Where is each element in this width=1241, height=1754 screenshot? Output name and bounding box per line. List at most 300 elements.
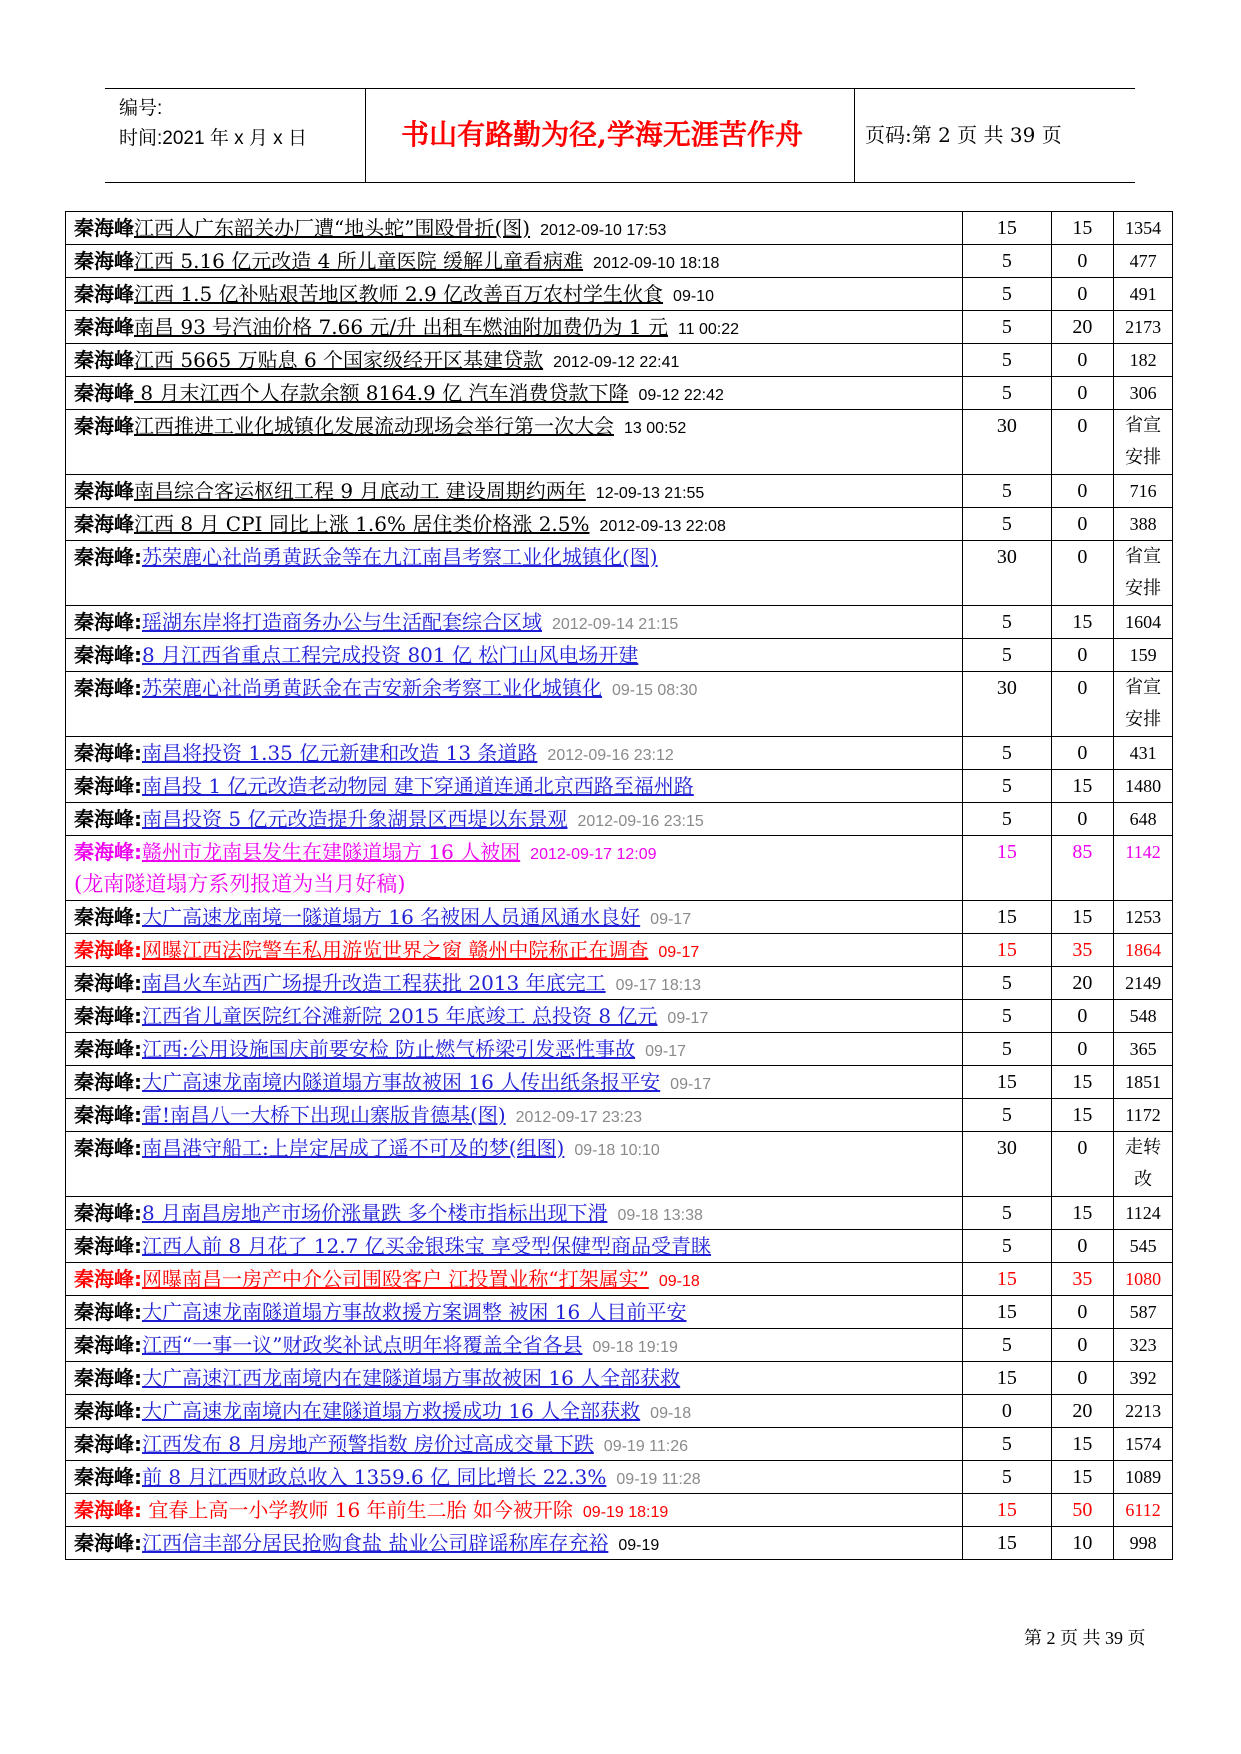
headline-cell	[66, 737, 963, 770]
headline-link[interactable]: 网曝南昌一房产中介公司围殴客户 江投置业称“打架属实”	[142, 1267, 649, 1291]
views-value: 省宣	[1125, 546, 1162, 567]
headline-cell	[66, 508, 963, 541]
views-cell	[1114, 278, 1173, 311]
timestamp: 09-12 22:42	[638, 387, 724, 404]
timestamp: 11 00:22	[677, 321, 740, 338]
author-separator: :	[134, 1300, 142, 1324]
headline-cell	[66, 1329, 963, 1362]
bonus-value: 0	[1077, 546, 1088, 568]
headline-link[interactable]: 江西推进工业化城镇化发展流动现场会举行第一次大会	[134, 414, 614, 438]
header-meta	[119, 94, 307, 154]
headline-link[interactable]: 8 月末江西个人存款余额 8164.9 亿 汽车消费贷款下降	[134, 381, 629, 405]
views-value: 2213	[1125, 1401, 1162, 1421]
bonus-cell	[1051, 967, 1114, 1000]
author-name: 秦海峰	[74, 512, 134, 536]
timestamp: 09-18 10:10	[574, 1142, 660, 1159]
score-cell	[963, 475, 1051, 508]
number-label: 编号:	[119, 98, 163, 119]
score-value: 5	[1001, 644, 1012, 666]
table-row	[66, 1395, 1173, 1428]
bonus-cell	[1051, 1000, 1114, 1033]
score-value: 30	[996, 415, 1017, 437]
bonus-cell	[1051, 377, 1114, 410]
views-cell	[1114, 1329, 1173, 1362]
bonus-value: 0	[1077, 644, 1088, 666]
author-name: 秦海峰	[74, 414, 134, 438]
views-value: 安排	[1125, 447, 1162, 468]
views-value: 1253	[1125, 907, 1162, 927]
headline-cell	[66, 639, 963, 672]
author-separator: :	[134, 1366, 142, 1390]
timestamp: 2012-09-16 23:15	[577, 813, 704, 830]
bonus-cell	[1051, 1033, 1114, 1066]
headline-link[interactable]: 8 月江西省重点工程完成投资 801 亿 松门山风电场开建	[142, 643, 639, 667]
bonus-cell	[1051, 1395, 1114, 1428]
score-cell	[963, 212, 1051, 245]
views-value: 1124	[1125, 1203, 1161, 1223]
headline-link[interactable]: 南昌投资 5 亿元改造提升象湖景区西堤以东景观	[142, 807, 568, 831]
timestamp: 09-15 08:30	[612, 682, 698, 699]
table-row	[66, 475, 1173, 508]
score-cell	[963, 737, 1051, 770]
views-cell	[1114, 1527, 1173, 1560]
views-value: 2173	[1125, 317, 1162, 337]
views-value: 1574	[1125, 1434, 1162, 1454]
headline-link[interactable]: 江西人广东韶关办厂遭“地头蛇”围殴骨折(图)	[134, 216, 531, 240]
headline-link[interactable]: 8 月南昌房地产市场价涨量跌 多个楼市指标出现下滑	[142, 1201, 608, 1225]
headline-cell	[66, 1197, 963, 1230]
headline-cell	[66, 212, 963, 245]
table-row	[66, 770, 1173, 803]
header-bottom-rule	[105, 182, 1135, 183]
views-value: 1851	[1125, 1072, 1162, 1092]
bonus-value: 0	[1077, 1137, 1088, 1159]
author-name: 秦海峰	[74, 1267, 134, 1291]
author-name: 秦海峰	[74, 545, 134, 569]
author-name: 秦海峰	[74, 807, 134, 831]
headline-link[interactable]: 大广高速龙南境一隧道塌方 16 名被困人员通风通水良好	[142, 905, 641, 929]
views-value: 走转	[1125, 1137, 1162, 1158]
score-value: 5	[1001, 480, 1012, 502]
headline-link[interactable]: 江西 8 月 CPI 同比上涨 1.6% 居住类价格涨 2.5%	[134, 512, 590, 536]
bonus-value: 0	[1077, 1301, 1088, 1323]
score-value: 5	[1001, 250, 1012, 272]
author-separator: :	[134, 545, 142, 569]
views-cell	[1114, 1362, 1173, 1395]
bonus-value: 15	[1072, 1104, 1093, 1126]
author-separator: :	[134, 741, 142, 765]
bonus-cell	[1051, 1132, 1114, 1197]
views-value: 省宣	[1125, 677, 1162, 698]
table-row	[66, 606, 1173, 639]
bonus-cell	[1051, 1296, 1114, 1329]
author-name: 秦海峰	[74, 774, 134, 798]
views-value: 1604	[1125, 612, 1162, 632]
headline-link[interactable]: 江西 5.16 亿元改造 4 所儿童医院 缓解儿童看病难	[134, 249, 584, 273]
bonus-cell	[1051, 836, 1114, 901]
score-value: 15	[996, 217, 1017, 239]
table-row	[66, 1099, 1173, 1132]
headline-cell	[66, 541, 963, 606]
timestamp: 2012-09-10 18:18	[593, 255, 720, 272]
views-value: 323	[1129, 1335, 1157, 1355]
headline-link[interactable]: 南昌投 1 亿元改造老动物园 建下穿通道连通北京西路至福州路	[142, 774, 694, 798]
headline-link[interactable]: 江西:公用设施国庆前要安检 防止燃气桥梁引发恶性事故	[142, 1037, 636, 1061]
bonus-value: 10	[1072, 1532, 1093, 1554]
bonus-value: 15	[1072, 1071, 1093, 1093]
headline-link[interactable]: 江西信丰部分居民抢购食盐 盐业公司辟谣称库存充裕	[142, 1531, 609, 1555]
views-cell	[1114, 1132, 1173, 1197]
views-cell	[1114, 1099, 1173, 1132]
headline-link[interactable]: 江西人前 8 月花了 12.7 亿买金银珠宝 享受型保健型商品受青睐	[142, 1234, 712, 1258]
bonus-value: 0	[1077, 808, 1088, 830]
timestamp: 09-17 18:13	[615, 977, 702, 994]
bonus-value: 0	[1077, 415, 1088, 437]
score-cell	[963, 901, 1051, 934]
score-value: 5	[1001, 742, 1012, 764]
views-cell	[1114, 639, 1173, 672]
timestamp: 09-17	[667, 1010, 709, 1027]
author-separator: :	[134, 1333, 142, 1357]
headline-link[interactable]: 瑶湖东岸将打造商务办公与生活配套综合区域	[142, 610, 542, 634]
score-value: 5	[1001, 1433, 1012, 1455]
score-value: 5	[1001, 382, 1012, 404]
headline-cell	[66, 1230, 963, 1263]
bonus-cell	[1051, 278, 1114, 311]
table-row	[66, 1263, 1173, 1296]
headline-link[interactable]: 南昌综合客运枢纽工程 9 月底动工 建设周期约两年	[134, 479, 586, 503]
bonus-value: 20	[1072, 316, 1093, 338]
author-name: 秦海峰	[74, 381, 134, 405]
timestamp: 2012-09-17 12:09	[530, 846, 657, 863]
table-row	[66, 1494, 1173, 1527]
page-footer: 第 2 页 共 39 页	[1024, 1628, 1146, 1648]
table-row	[66, 737, 1173, 770]
score-value: 15	[996, 1301, 1017, 1323]
score-value: 5	[1001, 349, 1012, 371]
score-value: 30	[996, 677, 1017, 699]
views-value: 182	[1129, 350, 1157, 370]
score-cell	[963, 1296, 1051, 1329]
bonus-cell	[1051, 410, 1114, 475]
author-name: 秦海峰	[74, 1333, 134, 1357]
author-name: 秦海峰	[74, 741, 134, 765]
table-row	[66, 1230, 1173, 1263]
bonus-cell	[1051, 1099, 1114, 1132]
score-cell	[963, 1066, 1051, 1099]
table-row	[66, 967, 1173, 1000]
headline-cell	[66, 672, 963, 737]
score-value: 5	[1001, 1235, 1012, 1257]
headline-link[interactable]: 大广高速江西龙南境内在建隧道塌方事故被困 16 人全部获救	[142, 1366, 681, 1390]
bonus-cell	[1051, 770, 1114, 803]
author-name: 秦海峰	[74, 1465, 134, 1489]
bonus-cell	[1051, 212, 1114, 245]
author-separator: :	[134, 938, 142, 962]
headline-link[interactable]: 苏荣鹿心社尚勇黄跃金在吉安新余考察工业化城镇化	[142, 676, 602, 700]
headline-link[interactable]: 江西 1.5 亿补贴艰苦地区教师 2.9 亿改善百万农村学生伙食	[134, 282, 664, 306]
score-value: 30	[996, 1137, 1017, 1159]
author-name: 秦海峰	[74, 216, 134, 240]
header-page-label: 页码:第 2 页 共 39 页	[865, 123, 1062, 147]
views-cell	[1114, 1296, 1173, 1329]
timestamp: 09-18	[658, 1273, 700, 1290]
headline-link[interactable]: 江西“一事一议”财政奖补试点明年将覆盖全省各县	[142, 1333, 583, 1357]
bonus-value: 15	[1072, 1466, 1093, 1488]
bonus-value: 0	[1077, 1235, 1088, 1257]
author-name: 秦海峰	[74, 1498, 134, 1522]
headline-link[interactable]: 雷!南昌八一大桥下出现山寨版肯德基(图)	[142, 1103, 506, 1127]
table-row	[66, 508, 1173, 541]
author-name: 秦海峰	[74, 1300, 134, 1324]
score-cell	[963, 1263, 1051, 1296]
headline-cell	[66, 311, 963, 344]
score-value: 15	[996, 1367, 1017, 1389]
views-cell	[1114, 737, 1173, 770]
bonus-cell	[1051, 245, 1114, 278]
score-cell	[963, 672, 1051, 737]
author-separator: :	[134, 807, 142, 831]
author-name: 秦海峰	[74, 1136, 134, 1160]
table-row	[66, 1197, 1173, 1230]
headline-cell	[66, 1000, 963, 1033]
views-cell	[1114, 311, 1173, 344]
views-value: 1480	[1125, 776, 1162, 796]
table-row	[66, 1066, 1173, 1099]
bonus-value: 0	[1077, 382, 1088, 404]
table-row	[66, 1428, 1173, 1461]
score-cell	[963, 377, 1051, 410]
timestamp: 09-19 11:28	[616, 1471, 701, 1488]
views-cell	[1114, 836, 1173, 901]
views-value: 1864	[1125, 940, 1162, 960]
bonus-value: 15	[1072, 1202, 1093, 1224]
author-name: 秦海峰	[74, 315, 134, 339]
views-value: 365	[1129, 1039, 1157, 1059]
headline-cell	[66, 1263, 963, 1296]
author-separator: :	[134, 1136, 142, 1160]
views-value: 省宣	[1125, 415, 1162, 436]
bonus-cell	[1051, 901, 1114, 934]
author-name: 秦海峰	[74, 1070, 134, 1094]
bonus-value: 0	[1077, 677, 1088, 699]
author-separator: :	[134, 1103, 142, 1127]
headline-link[interactable]: 南昌火车站西广场提升改造工程获批 2013 年底完工	[142, 971, 606, 995]
views-cell	[1114, 1263, 1173, 1296]
author-separator: :	[134, 1267, 142, 1291]
timestamp: 09-18	[650, 1405, 692, 1422]
headline-link[interactable]: 江西省儿童医院红谷滩新院 2015 年底竣工 总投资 8 亿元	[142, 1004, 658, 1028]
headline-cell	[66, 1494, 963, 1527]
headline-cell	[66, 1066, 963, 1099]
views-value: 548	[1129, 1006, 1157, 1026]
headline-link[interactable]: 宜春上高一小学教师 16 年前生二胎 如今被开除	[142, 1498, 573, 1522]
bonus-cell	[1051, 606, 1114, 639]
author-name: 秦海峰	[74, 1201, 134, 1225]
bonus-value: 35	[1072, 939, 1093, 961]
headline-link[interactable]: 江西 5665 万贴息 6 个国家级经开区基建贷款	[134, 348, 544, 372]
bonus-value: 0	[1077, 250, 1088, 272]
author-name: 秦海峰	[74, 1432, 134, 1456]
headline-link[interactable]: 江西发布 8 月房地产预警指数 房价过高成交量下跌	[142, 1432, 594, 1456]
bonus-cell	[1051, 1066, 1114, 1099]
bonus-value: 85	[1072, 841, 1093, 863]
headline-link[interactable]: 南昌 93 号汽油价格 7.66 元/升 出租车燃油附加费仍为 1 元	[134, 315, 668, 339]
bonus-cell	[1051, 475, 1114, 508]
headline-cell	[66, 377, 963, 410]
bonus-value: 0	[1077, 1367, 1088, 1389]
table-row	[66, 1033, 1173, 1066]
author-name: 秦海峰	[74, 1004, 134, 1028]
score-cell	[963, 967, 1051, 1000]
headline-link[interactable]: 大广高速龙南境内在建隧道塌方救援成功 16 人全部获救	[142, 1399, 641, 1423]
bonus-cell	[1051, 1329, 1114, 1362]
headline-link[interactable]: 大广高速龙南境内隧道塌方事故被困 16 人传出纸条报平安	[142, 1070, 661, 1094]
author-name: 秦海峰	[74, 348, 134, 372]
views-cell	[1114, 901, 1173, 934]
table-row	[66, 1000, 1173, 1033]
table-row	[66, 803, 1173, 836]
author-separator: :	[134, 1399, 142, 1423]
score-cell	[963, 836, 1051, 901]
score-cell	[963, 1132, 1051, 1197]
score-cell	[963, 1197, 1051, 1230]
headline-link[interactable]: 赣州市龙南县发生在建隧道塌方 16 人被困	[142, 840, 521, 864]
views-value: 587	[1129, 1302, 1157, 1322]
headline-cell	[66, 475, 963, 508]
headline-cell	[66, 934, 963, 967]
author-name: 秦海峰	[74, 1103, 134, 1127]
headline-cell	[66, 1362, 963, 1395]
author-name: 秦海峰	[74, 1399, 134, 1423]
table-row	[66, 311, 1173, 344]
score-cell	[963, 1395, 1051, 1428]
headline-cell	[66, 606, 963, 639]
bonus-cell	[1051, 1494, 1114, 1527]
bonus-cell	[1051, 737, 1114, 770]
author-separator: :	[134, 643, 142, 667]
views-value: 545	[1129, 1236, 1157, 1256]
score-value: 15	[996, 906, 1017, 928]
views-value: 159	[1129, 645, 1157, 665]
author-name: 秦海峰	[74, 643, 134, 667]
headline-cell	[66, 836, 963, 901]
bonus-value: 0	[1077, 513, 1088, 535]
timestamp: 09-10	[673, 288, 714, 305]
bonus-value: 50	[1072, 1499, 1093, 1521]
score-value: 5	[1001, 1104, 1012, 1126]
views-value: 716	[1129, 481, 1157, 501]
views-cell	[1114, 410, 1173, 475]
score-cell	[963, 1329, 1051, 1362]
score-cell	[963, 639, 1051, 672]
bonus-cell	[1051, 934, 1114, 967]
views-value: 1089	[1125, 1467, 1162, 1487]
table-row	[66, 836, 1173, 901]
author-separator: :	[134, 1070, 142, 1094]
author-name: 秦海峰	[74, 479, 134, 503]
headline-link[interactable]: 苏荣鹿心社尚勇黄跃金等在九江南昌考察工业化城镇化(图)	[142, 545, 658, 569]
headline-link[interactable]: 前 8 月江西财政总收入 1359.6 亿 同比增长 22.3%	[142, 1465, 607, 1489]
timestamp: 09-19	[618, 1537, 660, 1554]
bonus-cell	[1051, 1461, 1114, 1494]
score-cell	[963, 1494, 1051, 1527]
table-row	[66, 278, 1173, 311]
author-name: 秦海峰	[74, 1234, 134, 1258]
score-value: 15	[996, 1268, 1017, 1290]
headline-link[interactable]: 南昌港守船工:上岸定居成了遥不可及的梦(组图)	[142, 1136, 565, 1160]
headline-link[interactable]: 南昌将投资 1.35 亿元新建和改造 13 条道路	[142, 741, 538, 765]
headline-cell	[66, 803, 963, 836]
author-name: 秦海峰	[74, 249, 134, 273]
bonus-cell	[1051, 639, 1114, 672]
headline-cell	[66, 344, 963, 377]
score-value: 5	[1001, 316, 1012, 338]
timestamp: 09-17	[670, 1076, 712, 1093]
score-cell	[963, 245, 1051, 278]
table-row	[66, 639, 1173, 672]
views-cell	[1114, 475, 1173, 508]
score-cell	[963, 803, 1051, 836]
table-row	[66, 1461, 1173, 1494]
author-name: 秦海峰	[74, 938, 134, 962]
bonus-cell	[1051, 803, 1114, 836]
views-value: 431	[1129, 743, 1157, 763]
timestamp: 09-19 18:19	[582, 1504, 669, 1521]
score-value: 0	[1001, 1400, 1012, 1422]
bonus-value: 15	[1072, 1433, 1093, 1455]
score-cell	[963, 606, 1051, 639]
views-cell	[1114, 508, 1173, 541]
bonus-cell	[1051, 1197, 1114, 1230]
table-row	[66, 672, 1173, 737]
score-cell	[963, 410, 1051, 475]
score-cell	[963, 1099, 1051, 1132]
timestamp: 2012-09-13 22:08	[599, 518, 726, 535]
bonus-value: 0	[1077, 1005, 1088, 1027]
score-cell	[963, 541, 1051, 606]
author-separator: :	[134, 1498, 142, 1522]
views-cell	[1114, 672, 1173, 737]
table-row	[66, 1527, 1173, 1560]
bonus-cell	[1051, 1527, 1114, 1560]
bonus-cell	[1051, 311, 1114, 344]
table-row	[66, 245, 1173, 278]
bonus-cell	[1051, 672, 1114, 737]
author-separator: :	[134, 1432, 142, 1456]
headline-cell	[66, 967, 963, 1000]
score-cell	[963, 1033, 1051, 1066]
headline-cell	[66, 1395, 963, 1428]
headline-link[interactable]: 网曝江西法院警车私用游览世界之窗 赣州中院称正在调查	[142, 938, 649, 962]
headline-cell	[66, 1132, 963, 1197]
score-cell	[963, 934, 1051, 967]
note-text: (龙南隧道塌方系列报道为当月好稿)	[74, 872, 406, 896]
score-value: 15	[996, 1071, 1017, 1093]
bonus-value: 15	[1072, 775, 1093, 797]
score-value: 15	[996, 1532, 1017, 1554]
headline-link[interactable]: 大广高速龙南隧道塌方事故救援方案调整 被困 16 人目前平安	[142, 1300, 687, 1324]
bonus-value: 35	[1072, 1268, 1093, 1290]
bonus-value: 15	[1072, 611, 1093, 633]
views-value: 306	[1129, 383, 1157, 403]
views-cell	[1114, 1230, 1173, 1263]
score-value: 5	[1001, 808, 1012, 830]
header-divider-right	[854, 88, 855, 182]
views-value: 392	[1129, 1368, 1157, 1388]
bonus-value: 20	[1072, 972, 1093, 994]
views-cell	[1114, 1461, 1173, 1494]
